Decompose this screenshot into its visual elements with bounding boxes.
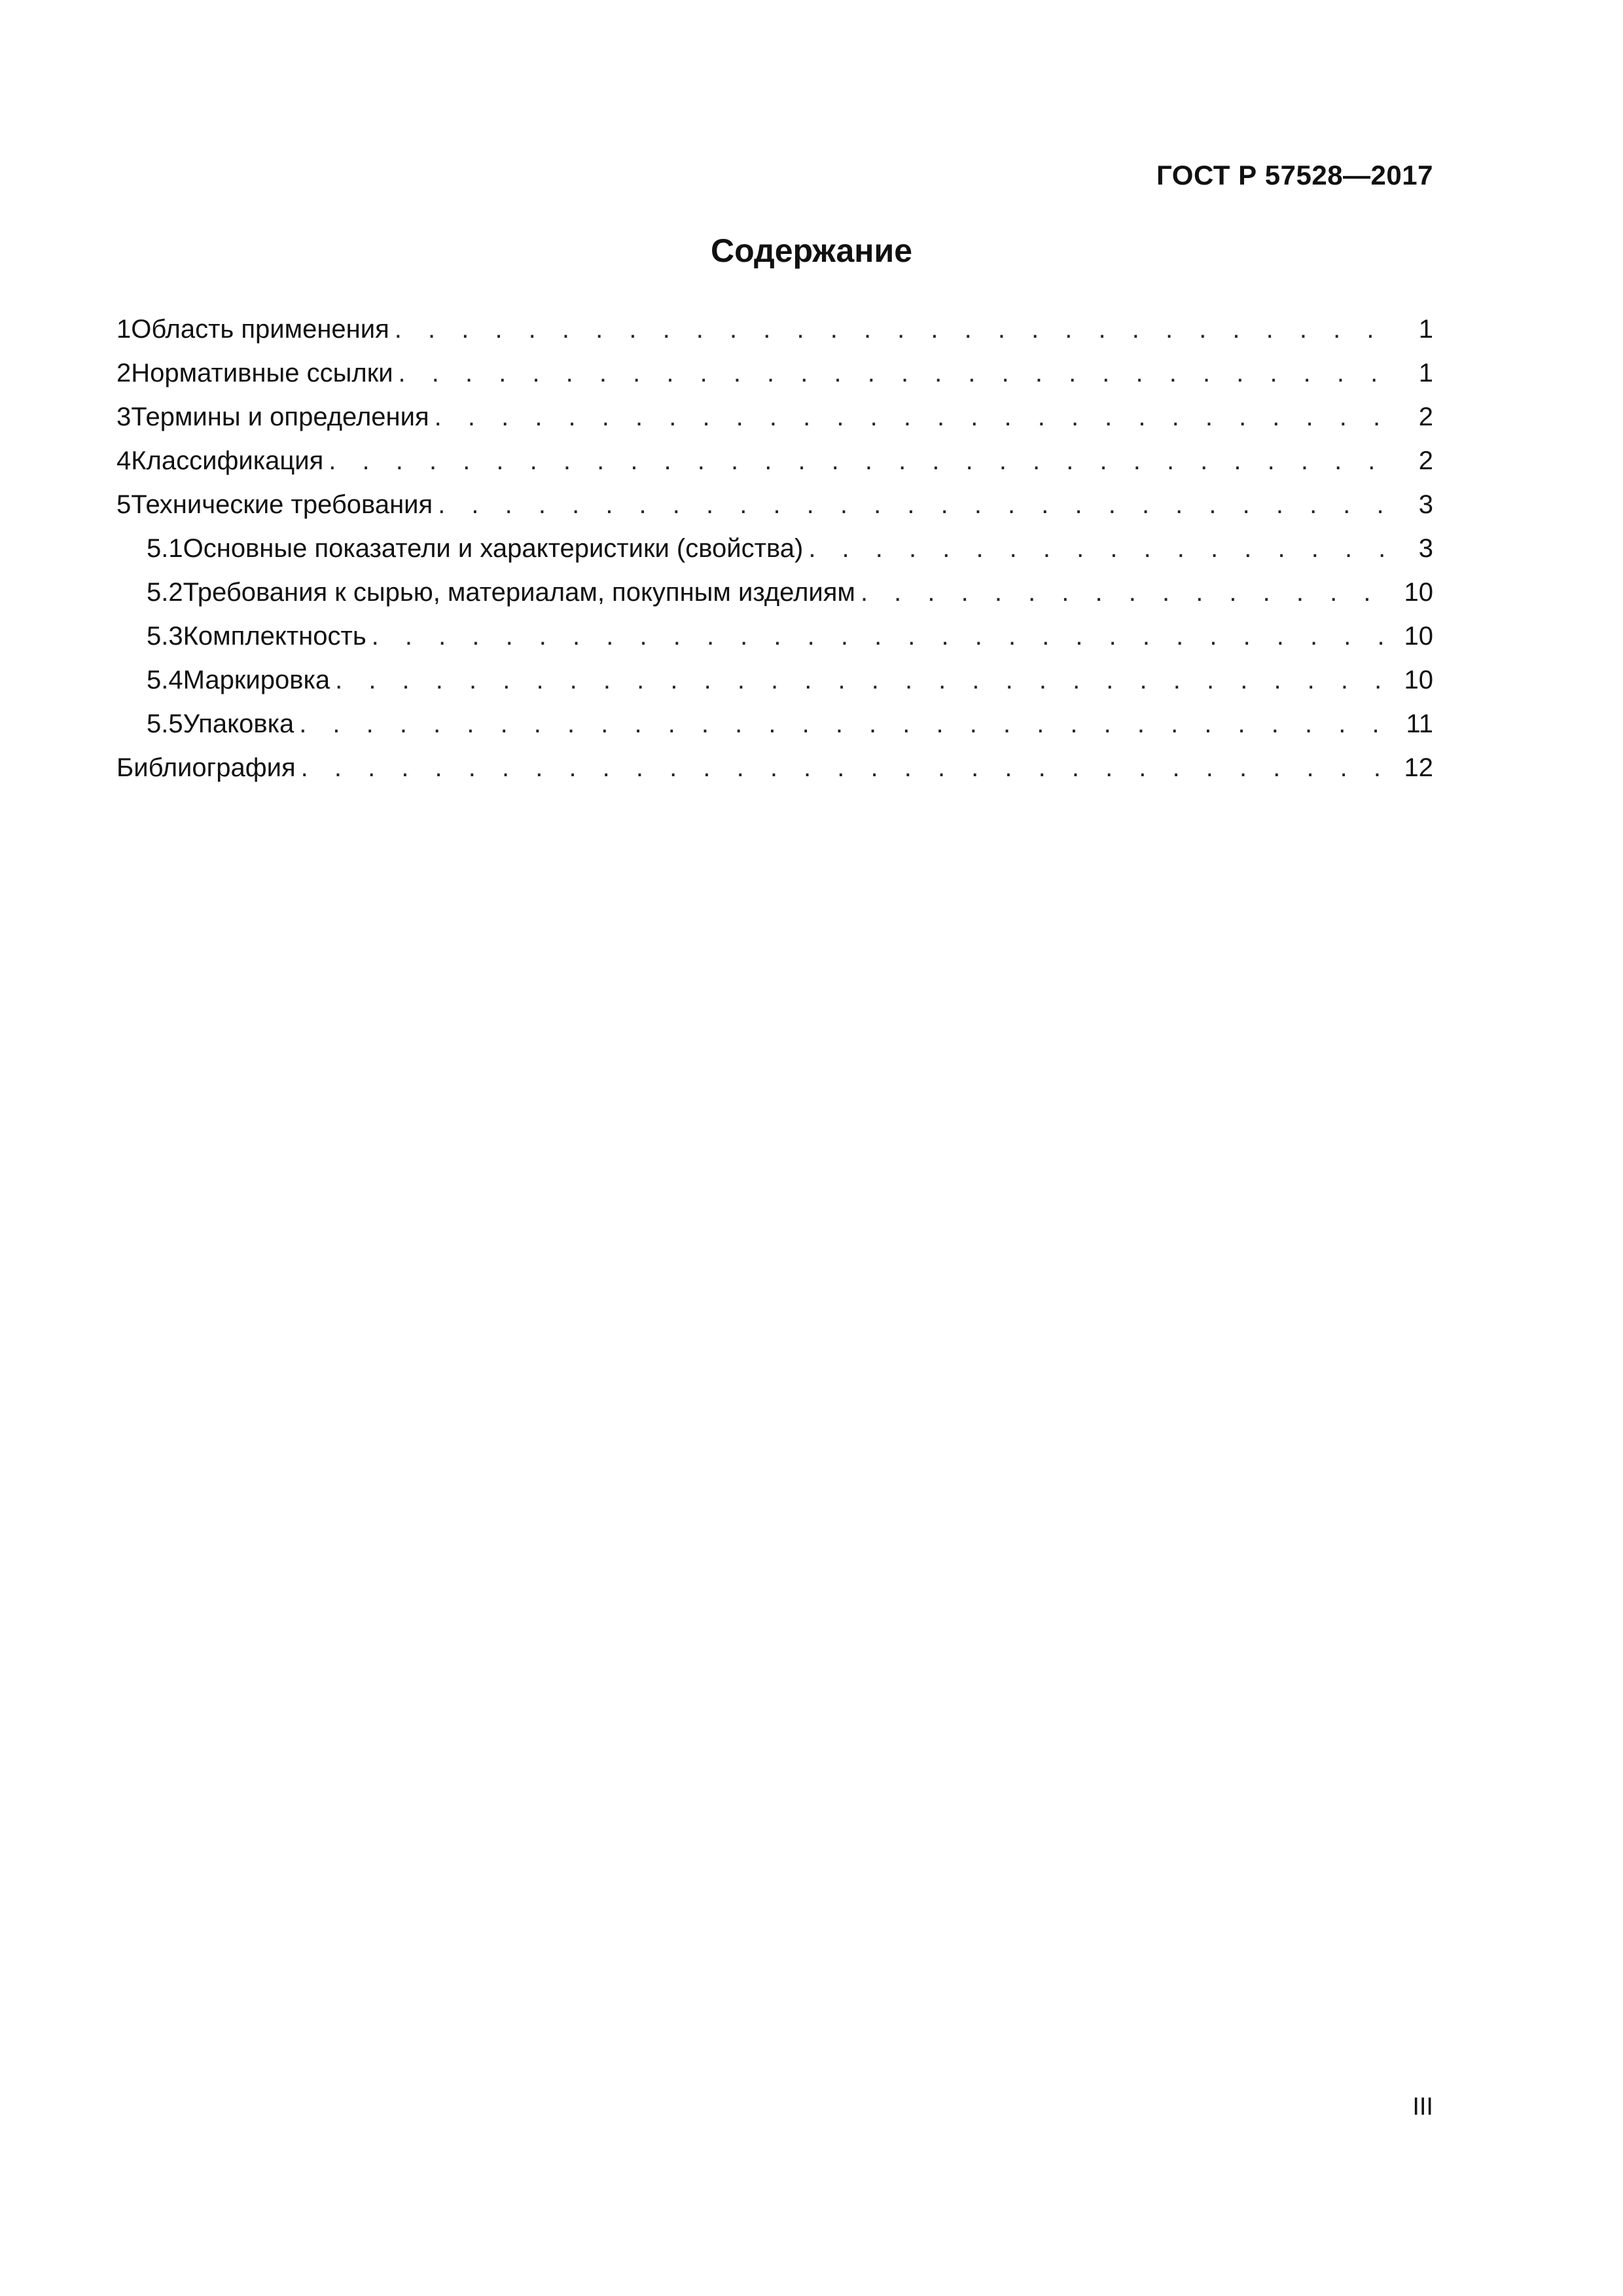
toc-entry-page: 3 [1418,534,1433,563]
toc-entry-number: 4 [116,446,132,475]
toc-entry-number: 5.5 [147,709,183,738]
toc-entry-page: 2 [1418,403,1433,431]
toc-dot-leader [435,395,1393,439]
toc-entry-page: 12 [1404,753,1433,782]
toc-entry-title: Маркировка [183,666,330,694]
toc-entry-title: Библиография [116,753,296,782]
toc-entry-number: 3 [116,403,132,431]
toc-entry-number: 5.3 [147,622,183,651]
toc-entry-number: 2 [116,359,132,387]
page-number: III [1412,2093,1433,2121]
toc-entry-title: Комплектность [183,622,366,651]
toc-title: Содержание [710,232,913,269]
toc-entry-classification[interactable] [116,439,1433,483]
toc-dot-leader [808,527,1393,571]
toc-entry-technical-requirements[interactable] [116,483,1433,527]
toc-entry-title: Область применения [131,315,389,344]
toc-entry-number: 5.2 [147,578,183,607]
toc-entry-main-characteristics[interactable] [116,527,1433,571]
toc-entry-page: 1 [1418,359,1433,387]
toc-entry-raw-materials[interactable] [116,571,1433,615]
toc-entry-marking[interactable] [116,658,1433,702]
toc-dot-leader [438,483,1393,527]
toc-entry-number: 1 [116,315,132,344]
toc-dot-leader [372,615,1393,658]
toc-entry-bibliography[interactable] [116,746,1433,790]
toc-entry-title: Классификация [131,446,324,475]
toc-dot-leader [395,308,1393,351]
toc-entry-title: Технические требования [131,490,433,519]
toc-entry-packaging[interactable] [116,702,1433,746]
toc-entry-number: 5.1 [147,534,183,563]
toc-entry-title: Нормативные ссылки [131,359,393,387]
toc-entry-page: 10 [1404,666,1433,694]
toc-entry-scope[interactable] [116,308,1433,351]
toc-entry-title: Основные показатели и характеристики (свойства) [183,534,804,563]
toc-dot-leader [399,351,1393,395]
toc-dot-leader [299,702,1393,746]
toc-dot-leader [861,571,1393,615]
toc-entry-terms-definitions[interactable] [116,395,1433,439]
document-code: ГОСТ Р 57528—2017 [1156,160,1433,190]
toc-entry-number: 5.4 [147,666,183,694]
toc-entry-completeness[interactable] [116,615,1433,658]
toc-entry-title: Термины и определения [131,403,429,431]
toc-entry-page: 1 [1418,315,1433,344]
toc-entry-page: 11 [1406,709,1433,738]
toc-dot-leader [301,746,1393,790]
toc-dot-leader [329,439,1393,483]
toc-entry-normative-references[interactable] [116,351,1433,395]
toc-entry-page: 10 [1404,578,1433,607]
toc-dot-leader [335,658,1393,702]
toc-entry-title: Требования к сырью, материалам, покупным изделиям [183,578,855,607]
toc-entry-page: 2 [1418,446,1433,475]
table-of-contents [116,308,1433,790]
toc-entry-number: 5 [116,490,132,519]
toc-entry-page: 10 [1404,622,1433,651]
toc-entry-page: 3 [1418,490,1433,519]
toc-entry-title: Упаковка [183,709,294,738]
